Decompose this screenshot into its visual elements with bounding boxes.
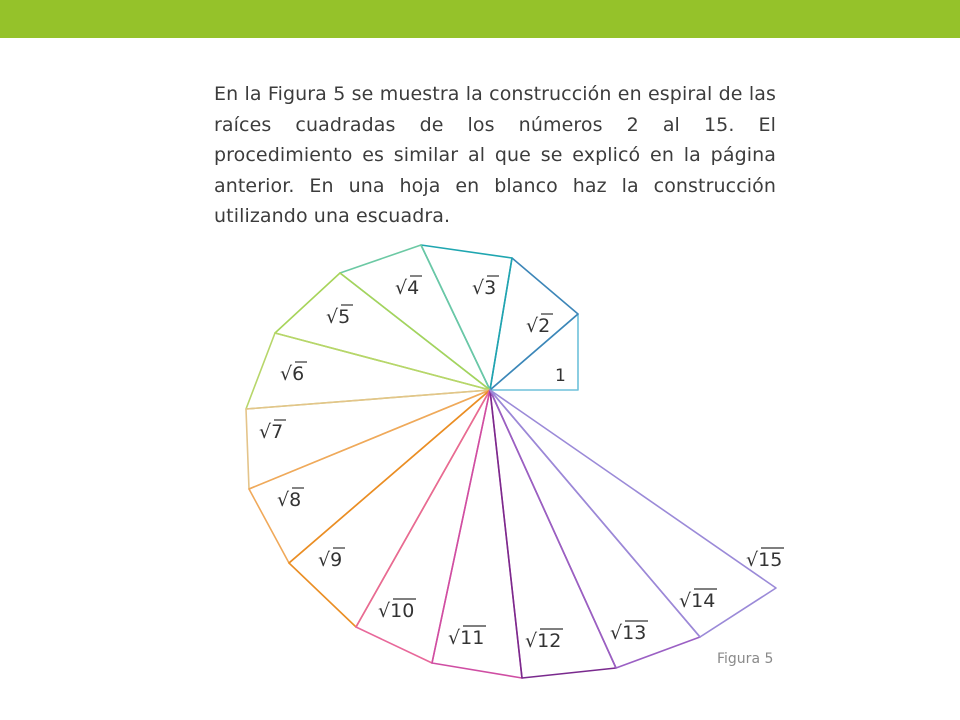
spiral-triangle-15	[490, 390, 776, 637]
spiral-triangle-6	[275, 273, 490, 390]
sqrt-label-12: √12	[525, 630, 562, 652]
spiral-triangle-10	[289, 390, 490, 627]
spiral-labels	[259, 276, 784, 652]
spiral-triangle-11	[356, 390, 490, 663]
sqrt-label-11: √11	[448, 627, 485, 649]
sqrt-label-14: √14	[679, 590, 716, 612]
intro-paragraph: En la Figura 5 se muestra la construcción en espiral de las raíces cuadradas de los números 2 al 15. El procedimiento es similar al que se explicó en la página anterior. En una hoja en blanco haz la construcción utilizando una escuadra.	[214, 83, 776, 227]
sqrt-label-2: √2	[526, 315, 551, 337]
spiral-triangle-14	[490, 390, 700, 668]
sqrt-label-7: √7	[259, 421, 284, 443]
sqrt-label-8: √8	[277, 489, 302, 511]
base-label-1: 1	[555, 366, 566, 386]
figure-caption: Figura 5	[717, 651, 774, 667]
sqrt-label-9: √9	[318, 549, 343, 571]
spiral-triangle-5	[340, 245, 490, 390]
sqrt-label-10: √10	[378, 600, 415, 622]
sqrt-label-4: √4	[395, 277, 420, 299]
sqrt-label-15: √15	[746, 549, 783, 571]
sqrt-label-13: √13	[610, 622, 647, 644]
spiral-triangle-4	[421, 245, 512, 390]
spiral-triangle-9	[249, 390, 490, 563]
sqrt-label-5: √5	[326, 306, 351, 328]
sqrt-label-3: √3	[472, 277, 497, 299]
sqrt-label-6: √6	[280, 363, 305, 385]
